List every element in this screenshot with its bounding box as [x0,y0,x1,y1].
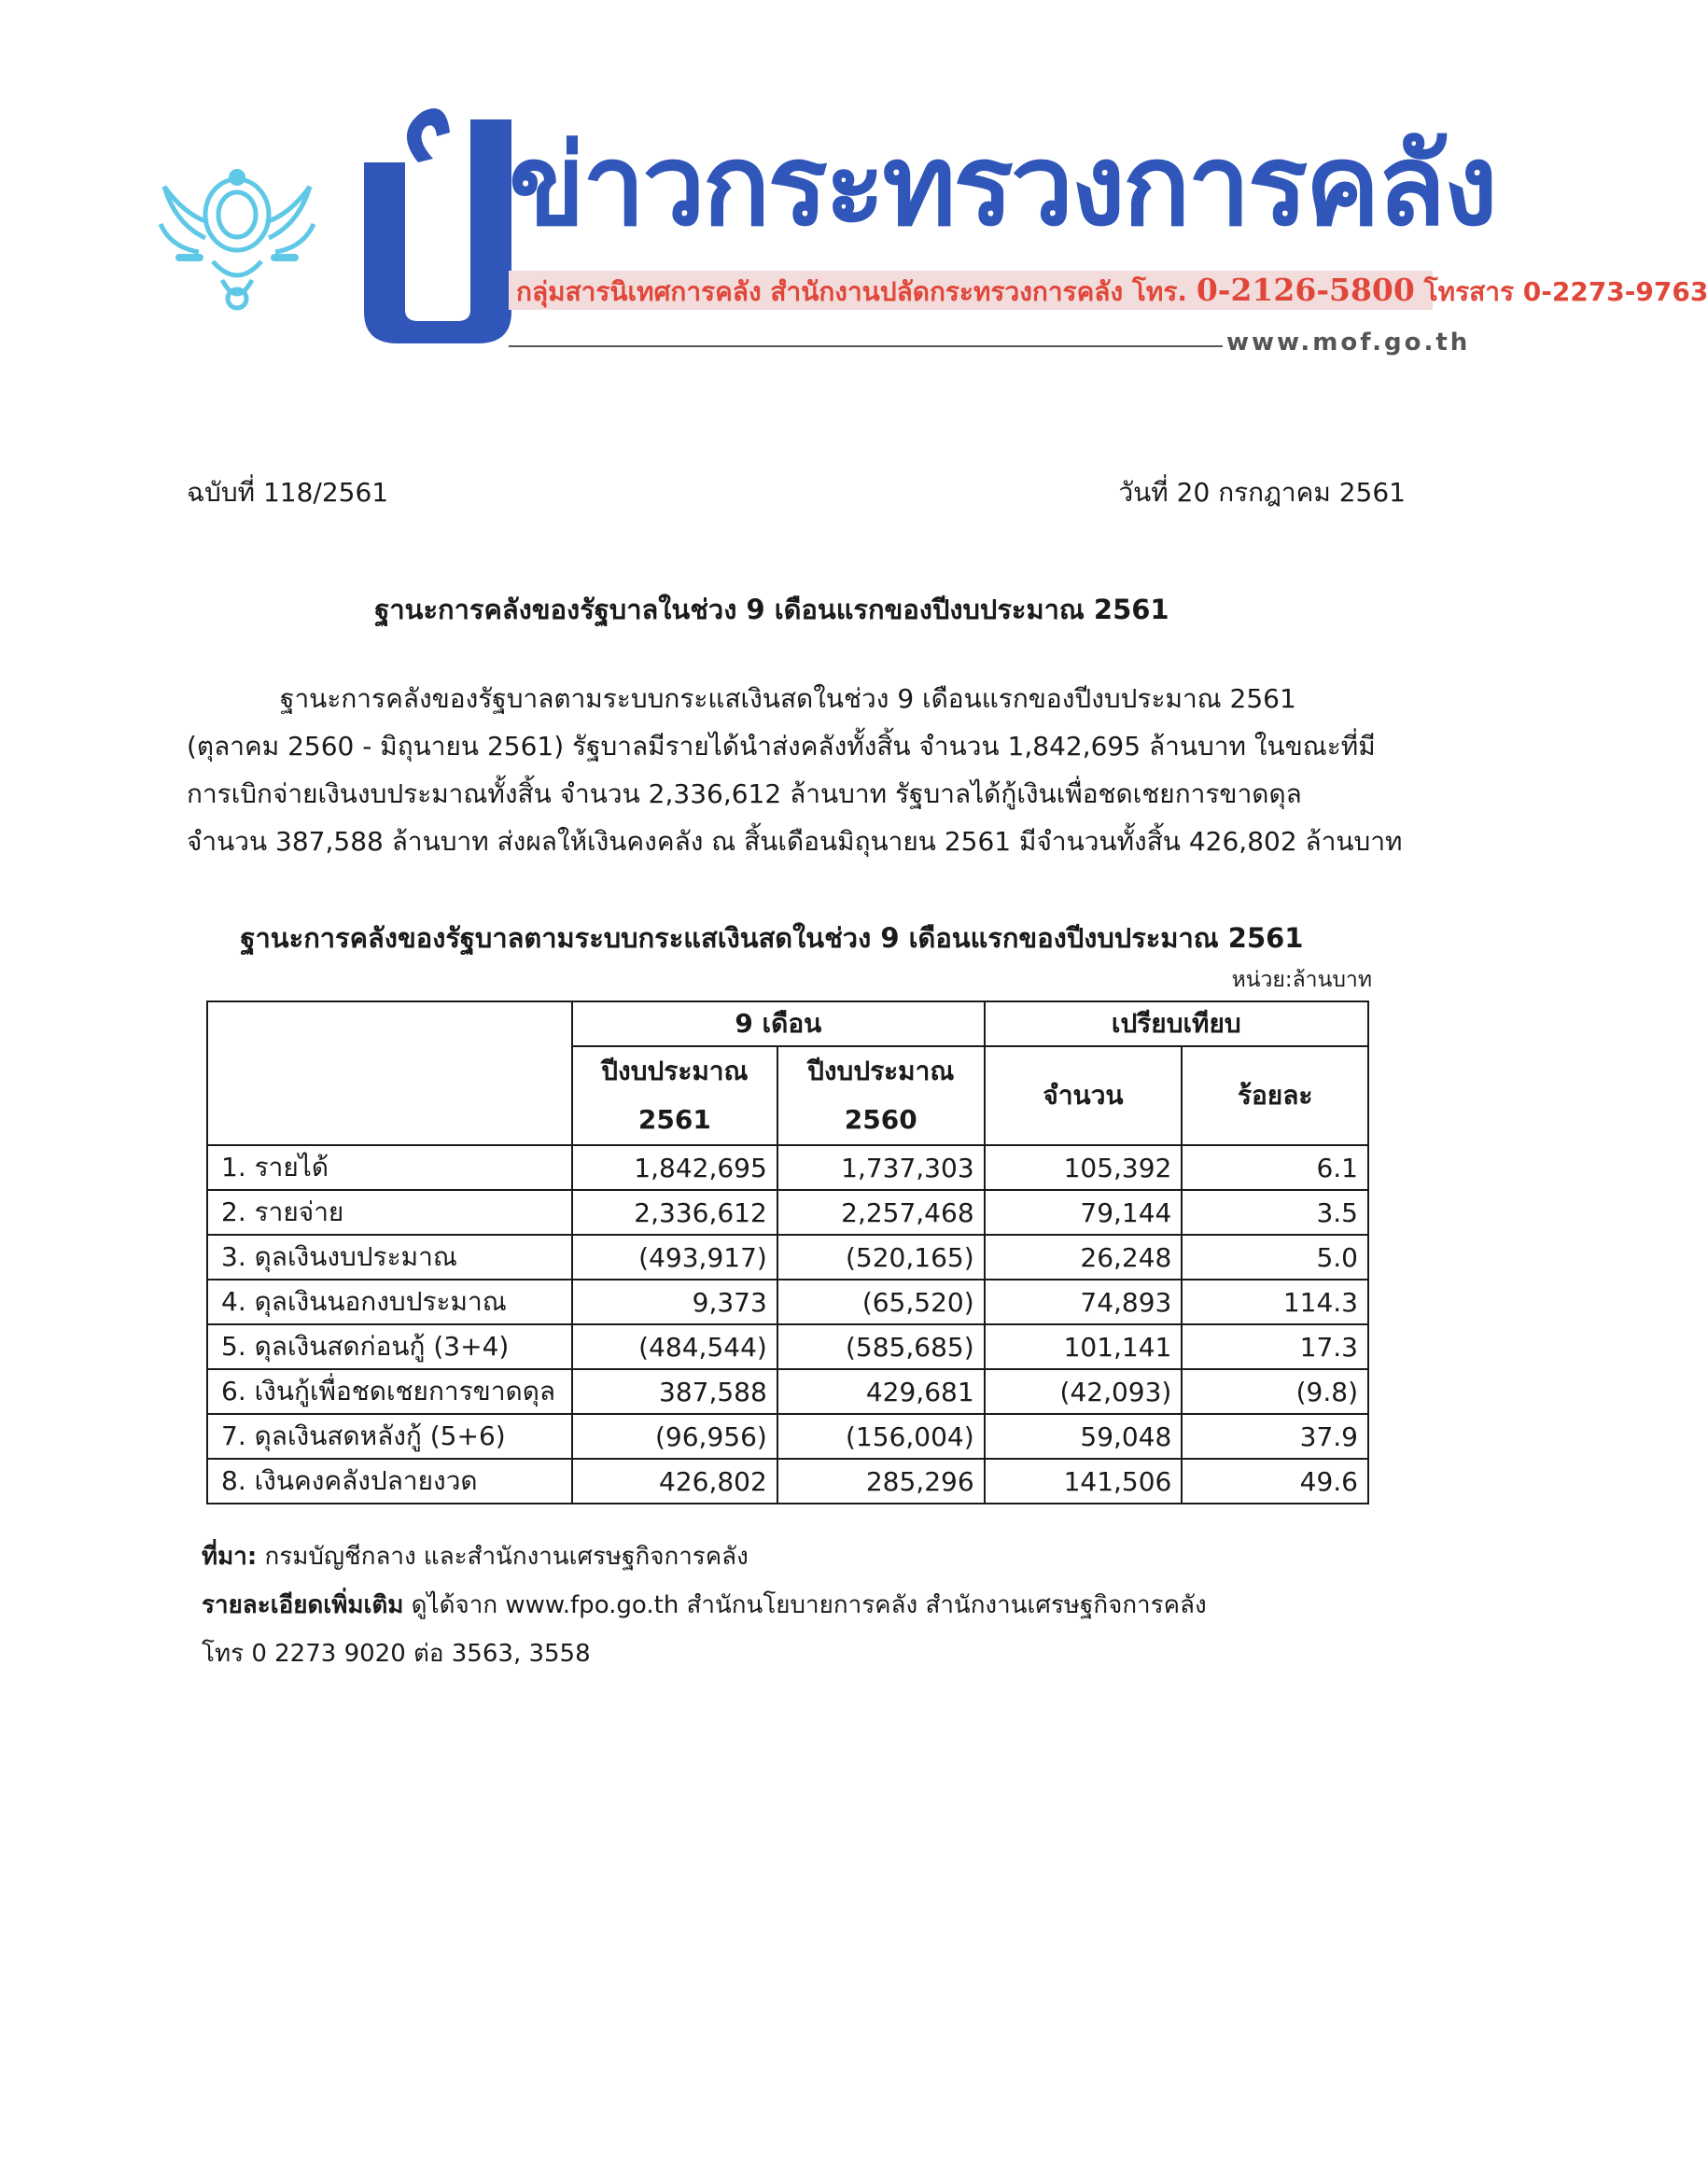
header-fy2560 [777,1046,985,1145]
table-row [207,1369,1368,1414]
more-info-label: รายละเอียดเพิ่มเติม [202,1591,404,1619]
table-row [207,1235,1368,1280]
cell-fy2561: (96,956) [572,1414,777,1459]
header-amount: จำนวน [985,1046,1183,1145]
row-label: 7. ดุลเงินสดหลังกู้ (5+6) [207,1414,572,1459]
unit-label: หน่วย:ล้านบาท [1231,968,1372,992]
row-label: 5. ดุลเงินสดก่อนกู้ (3+4) [207,1324,572,1369]
table-row [207,1190,1368,1235]
masthead-large-letter-logo [357,105,529,345]
fiscal-position-table [206,1001,1369,1504]
cell-fy2560: (65,520) [777,1280,985,1324]
cell-fy2561: (493,917) [572,1235,777,1280]
table-title: ฐานะการคลังของรัฐบาลตามระบบกระแสเงินสดในช่วง 9 เดือนแรกของปีงบประมาณ 2561 [240,922,1304,954]
cell-amount: 26,248 [985,1235,1183,1280]
cell-percent: 5.0 [1182,1235,1368,1280]
issue-date: วันที่ 20 กรกฎาคม 2561 [1118,477,1406,508]
paragraph-line: การเบิกจ่ายเงินงบประมาณทั้งสิ้น จำนวน 2,336,612 ล้านบาท รัฐบาลได้กู้เงินเพื่อชดเชยการขาดดุล [187,778,1302,809]
cell-fy2561: 9,373 [572,1280,777,1324]
cell-fy2560: 1,737,303 [777,1145,985,1190]
more-info-text: ดูได้จาก www.fpo.go.th สำนักนโยบายการคลัง สำนักงานเศรษฐกิจการคลัง [411,1591,1207,1619]
issue-number: ฉบับที่ 118/2561 [187,477,389,508]
contact-telephone: โทร 0 2273 9020 ต่อ 3563, 3558 [202,1640,591,1668]
cell-fy2560: 285,296 [777,1459,985,1504]
cell-amount: 59,048 [985,1414,1183,1459]
paragraph-line: ฐานะการคลังของรัฐบาลตามระบบกระแสเงินสดในช่วง 9 เดือนแรกของปีงบประมาณ 2561 [280,683,1296,714]
cell-percent: 37.9 [1182,1414,1368,1459]
cell-fy2561: 1,842,695 [572,1145,777,1190]
paragraph-line: (ตุลาคม 2560 - มิถุนายน 2561) รัฐบาลมีรายได้นำส่งคลังทั้งสิ้น จำนวน 1,842,695 ล้านบาท ในขณะที่มี [187,731,1376,762]
table-header-row [207,1001,1368,1046]
contact-fax: โทรสาร 0-2273-9763 [1423,276,1708,307]
header-fy2561-top: ปีงบประมาณ [601,1056,749,1086]
row-label: 2. รายจ่าย [207,1190,572,1235]
cell-amount: 79,144 [985,1190,1183,1235]
contact-strip [509,271,1708,310]
source-text: กรมบัญชีกลาง และสำนักงานเศรษฐกิจการคลัง [264,1543,749,1571]
document-title: ฐานะการคลังของรัฐบาลในช่วง 9 เดือนแรกของปีงบประมาณ 2561 [374,594,1169,625]
cell-percent: 17.3 [1182,1324,1368,1369]
cell-percent: 114.3 [1182,1280,1368,1324]
cell-fy2561: 387,588 [572,1369,777,1414]
cell-percent: 6.1 [1182,1145,1368,1190]
row-label: 4. ดุลเงินนอกงบประมาณ [207,1280,572,1324]
table-row [207,1459,1368,1504]
contact-office-text: กลุ่มสารนิเทศการคลัง สำนักงานปลัดกระทรวงการคลัง โทร. [516,276,1188,307]
header-fy2560-bottom: 2560 [844,1104,917,1135]
cell-percent: 3.5 [1182,1190,1368,1235]
more-info-line [202,1583,1207,1628]
ministry-seal-logo [157,149,317,315]
cell-amount: 141,506 [985,1459,1183,1504]
row-label: 6. เงินกู้เพื่อชดเชยการขาดดุล [207,1369,572,1414]
header-percent: ร้อยละ [1182,1046,1368,1145]
website-link[interactable]: www.mof.go.th [1226,329,1471,357]
cell-amount: 74,893 [985,1280,1183,1324]
header-fy2561-bottom: 2561 [637,1104,711,1135]
cell-amount: 101,141 [985,1324,1183,1369]
cell-amount: (42,093) [985,1369,1183,1414]
website-rule [509,345,1223,347]
masthead-title: ข่าวกระทรวงการคลัง [509,121,1495,251]
table-row [207,1414,1368,1459]
header-fy2561 [572,1046,777,1145]
cell-percent: 49.6 [1182,1459,1368,1504]
table-row [207,1280,1368,1324]
cell-fy2560: 429,681 [777,1369,985,1414]
table-header-blank [207,1001,572,1145]
source-line [202,1534,749,1579]
row-label: 1. รายได้ [207,1145,572,1190]
paragraph-line: จำนวน 387,588 ล้านบาท ส่งผลให้เงินคงคลัง ณ สิ้นเดือนมิถุนายน 2561 มีจำนวนทั้งสิ้น 426,802 ล้านบาท [187,826,1403,857]
source-label: ที่มา: [202,1543,258,1571]
cell-fy2560: (585,685) [777,1324,985,1369]
cell-fy2560: (156,004) [777,1414,985,1459]
header-fy2560-top: ปีงบประมาณ [807,1056,955,1086]
table-row [207,1324,1368,1369]
header-comparison: เปรียบเทียบ [985,1001,1368,1046]
row-label: 8. เงินคงคลังปลายงวด [207,1459,572,1504]
table-body [207,1145,1368,1504]
cell-fy2560: (520,165) [777,1235,985,1280]
row-label: 3. ดุลเงินงบประมาณ [207,1235,572,1280]
cell-percent: (9.8) [1182,1369,1368,1414]
header-9-months: 9 เดือน [572,1001,985,1046]
cell-amount: 105,392 [985,1145,1183,1190]
cell-fy2561: 2,336,612 [572,1190,777,1235]
cell-fy2561: (484,544) [572,1324,777,1369]
cell-fy2560: 2,257,468 [777,1190,985,1235]
table-row [207,1145,1368,1190]
cell-fy2561: 426,802 [572,1459,777,1504]
contact-phone: 0-2126-5800 [1196,272,1415,308]
